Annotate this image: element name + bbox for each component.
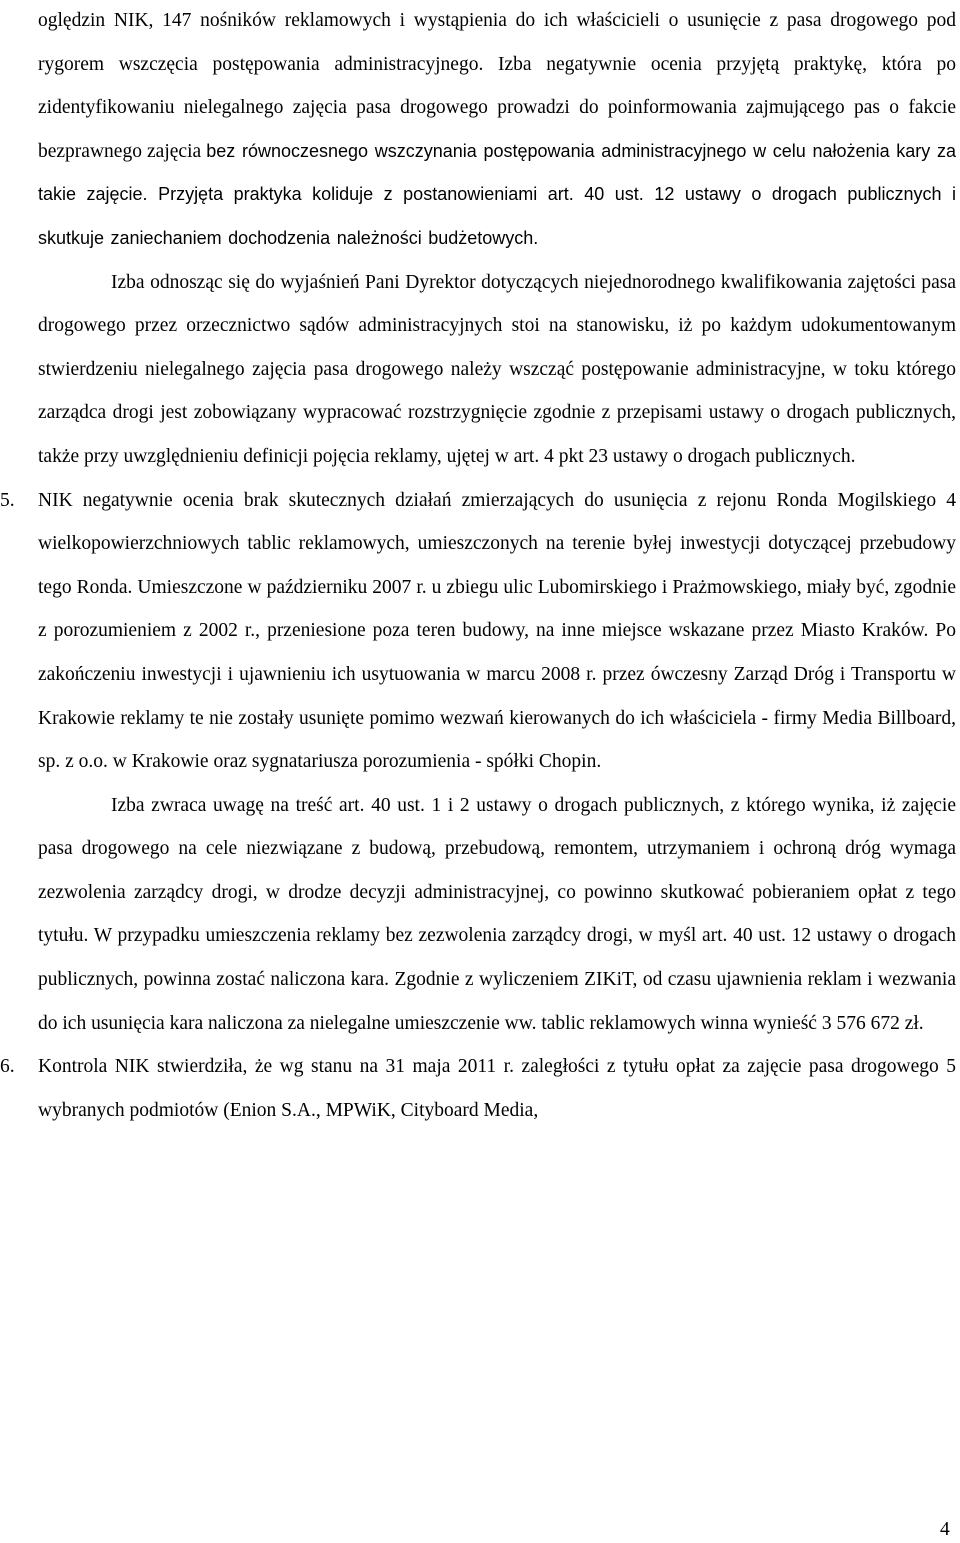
list-number-5: 5. [0,489,15,511]
page-number: 4 [940,1519,950,1540]
paragraph-text-sans: bez równoczesnego wszczynania postępowania administracyjnego w celu nałożenia kary za takie zajęcie. Przyjęta praktyka koliduje z postanowieniami art. 40 ust. 12 ustawy o drogach publicznych i skutkuje zaniechaniem dochodzenia należności budżetowych. [38,140,957,248]
list-item-6 [0,1045,956,1132]
paragraph-billboards-practice [38,0,956,261]
list-item-5 [0,479,956,784]
paragraph-izba-stance: Izba odnosząc się do wyjaśnień Pani Dyrektor dotyczących niejednorodnego kwalifikowania zajętości pasa drogowego przez orzecznictwo sądów administracyjnych stoi na stanowisku, iż po każdym udokumentowanym stwierdzeniu nielegalnego zajęcia pasa drogowego należy wszcząć postępowanie administracyjne, w toku którego zarządca drogi jest zobowiązany wypracować rozstrzygnięcie zgodnie z przepisami ustawy o drogach publicznych, także przy uwzględnieniu definicji pojęcia reklamy, ujętej w art. 4 pkt 23 ustawy o drogach publicznych. [38,271,956,467]
list-item-5-text: NIK negatywnie ocenia brak skutecznych działań zmierzających do usunięcia z rejonu Ronda Mogilskiego 4 wielkopowierzchniowych tablic reklamowych, umieszczonych na terenie byłej inwestycji dotyczącej przebudowy tego Ronda. Umieszczone w październiku 2007 r. u zbiegu ulic Lubomirskiego i Prażmowskiego, miały być, zgodnie z porozumieniem z 2002 r., przeniesione poza teren budowy, na inne miejsce wskazane przez Miasto Kraków. Po zakończeniu inwestycji i ujawnieniu ich usytuowania w marcu 2008 r. przez ówczesny Zarząd Dróg i Transportu w Krakowie reklamy te nie zostały usunięte pomimo wezwań kierowanych do ich właściciela - firmy Media Billboard, sp. z o.o. w Krakowie oraz sygnatariusza porozumienia - spółki Chopin. [38,489,956,773]
paragraph-text-serif: oględzin NIK, 147 nośników reklamowych i wystąpienia do ich właścicieli o usunięcie z pasa drogowego pod rygorem wszczęcia postępowania administracyjnego. Izba negatywnie ocenia przyjętą praktykę, która po zidentyfikowaniu nielegalnego zajęcia pasa drogowego prowadzi do poinformowania zajmującego pas o fakcie bezprawnego zajęcia [38,10,956,162]
list-number-6: 6. [0,1056,15,1078]
list-item-6-text: Kontrola NIK stwierdziła, że wg stanu na 31 maja 2011 r. zaległości z tytułu opłat za zajęcie pasa drogowego 5 wybranych podmiotów (Enion S.A., MPWiK, Cityboard Media, [38,1056,956,1121]
paragraph-izba-attention: Izba zwraca uwagę na treść art. 40 ust. 1 i 2 ustawy o drogach publicznych, z którego wynika, iż zajęcie pasa drogowego na cele niezwiązane z budową, przebudową, remontem, utrzymaniem i ochroną dróg wymaga zezwolenia zarządcy drogi, w drodze decyzji administracyjnej, co powinno skutkować pobieraniem opłat z tego tytułu. W przypadku umieszczenia reklamy bez zezwolenia zarządcy drogi, w myśl art. 40 ust. 12 ustawy o drogach publicznych, powinna zostać naliczona kara. Zgodnie z wyliczeniem ZIKiT, od czasu ujawnienia reklam i wezwania do ich usunięcia kara naliczona za nielegalne umieszczenie ww. tablic reklamowych winna wynieść 3 576 672 zł. [38,794,956,1034]
